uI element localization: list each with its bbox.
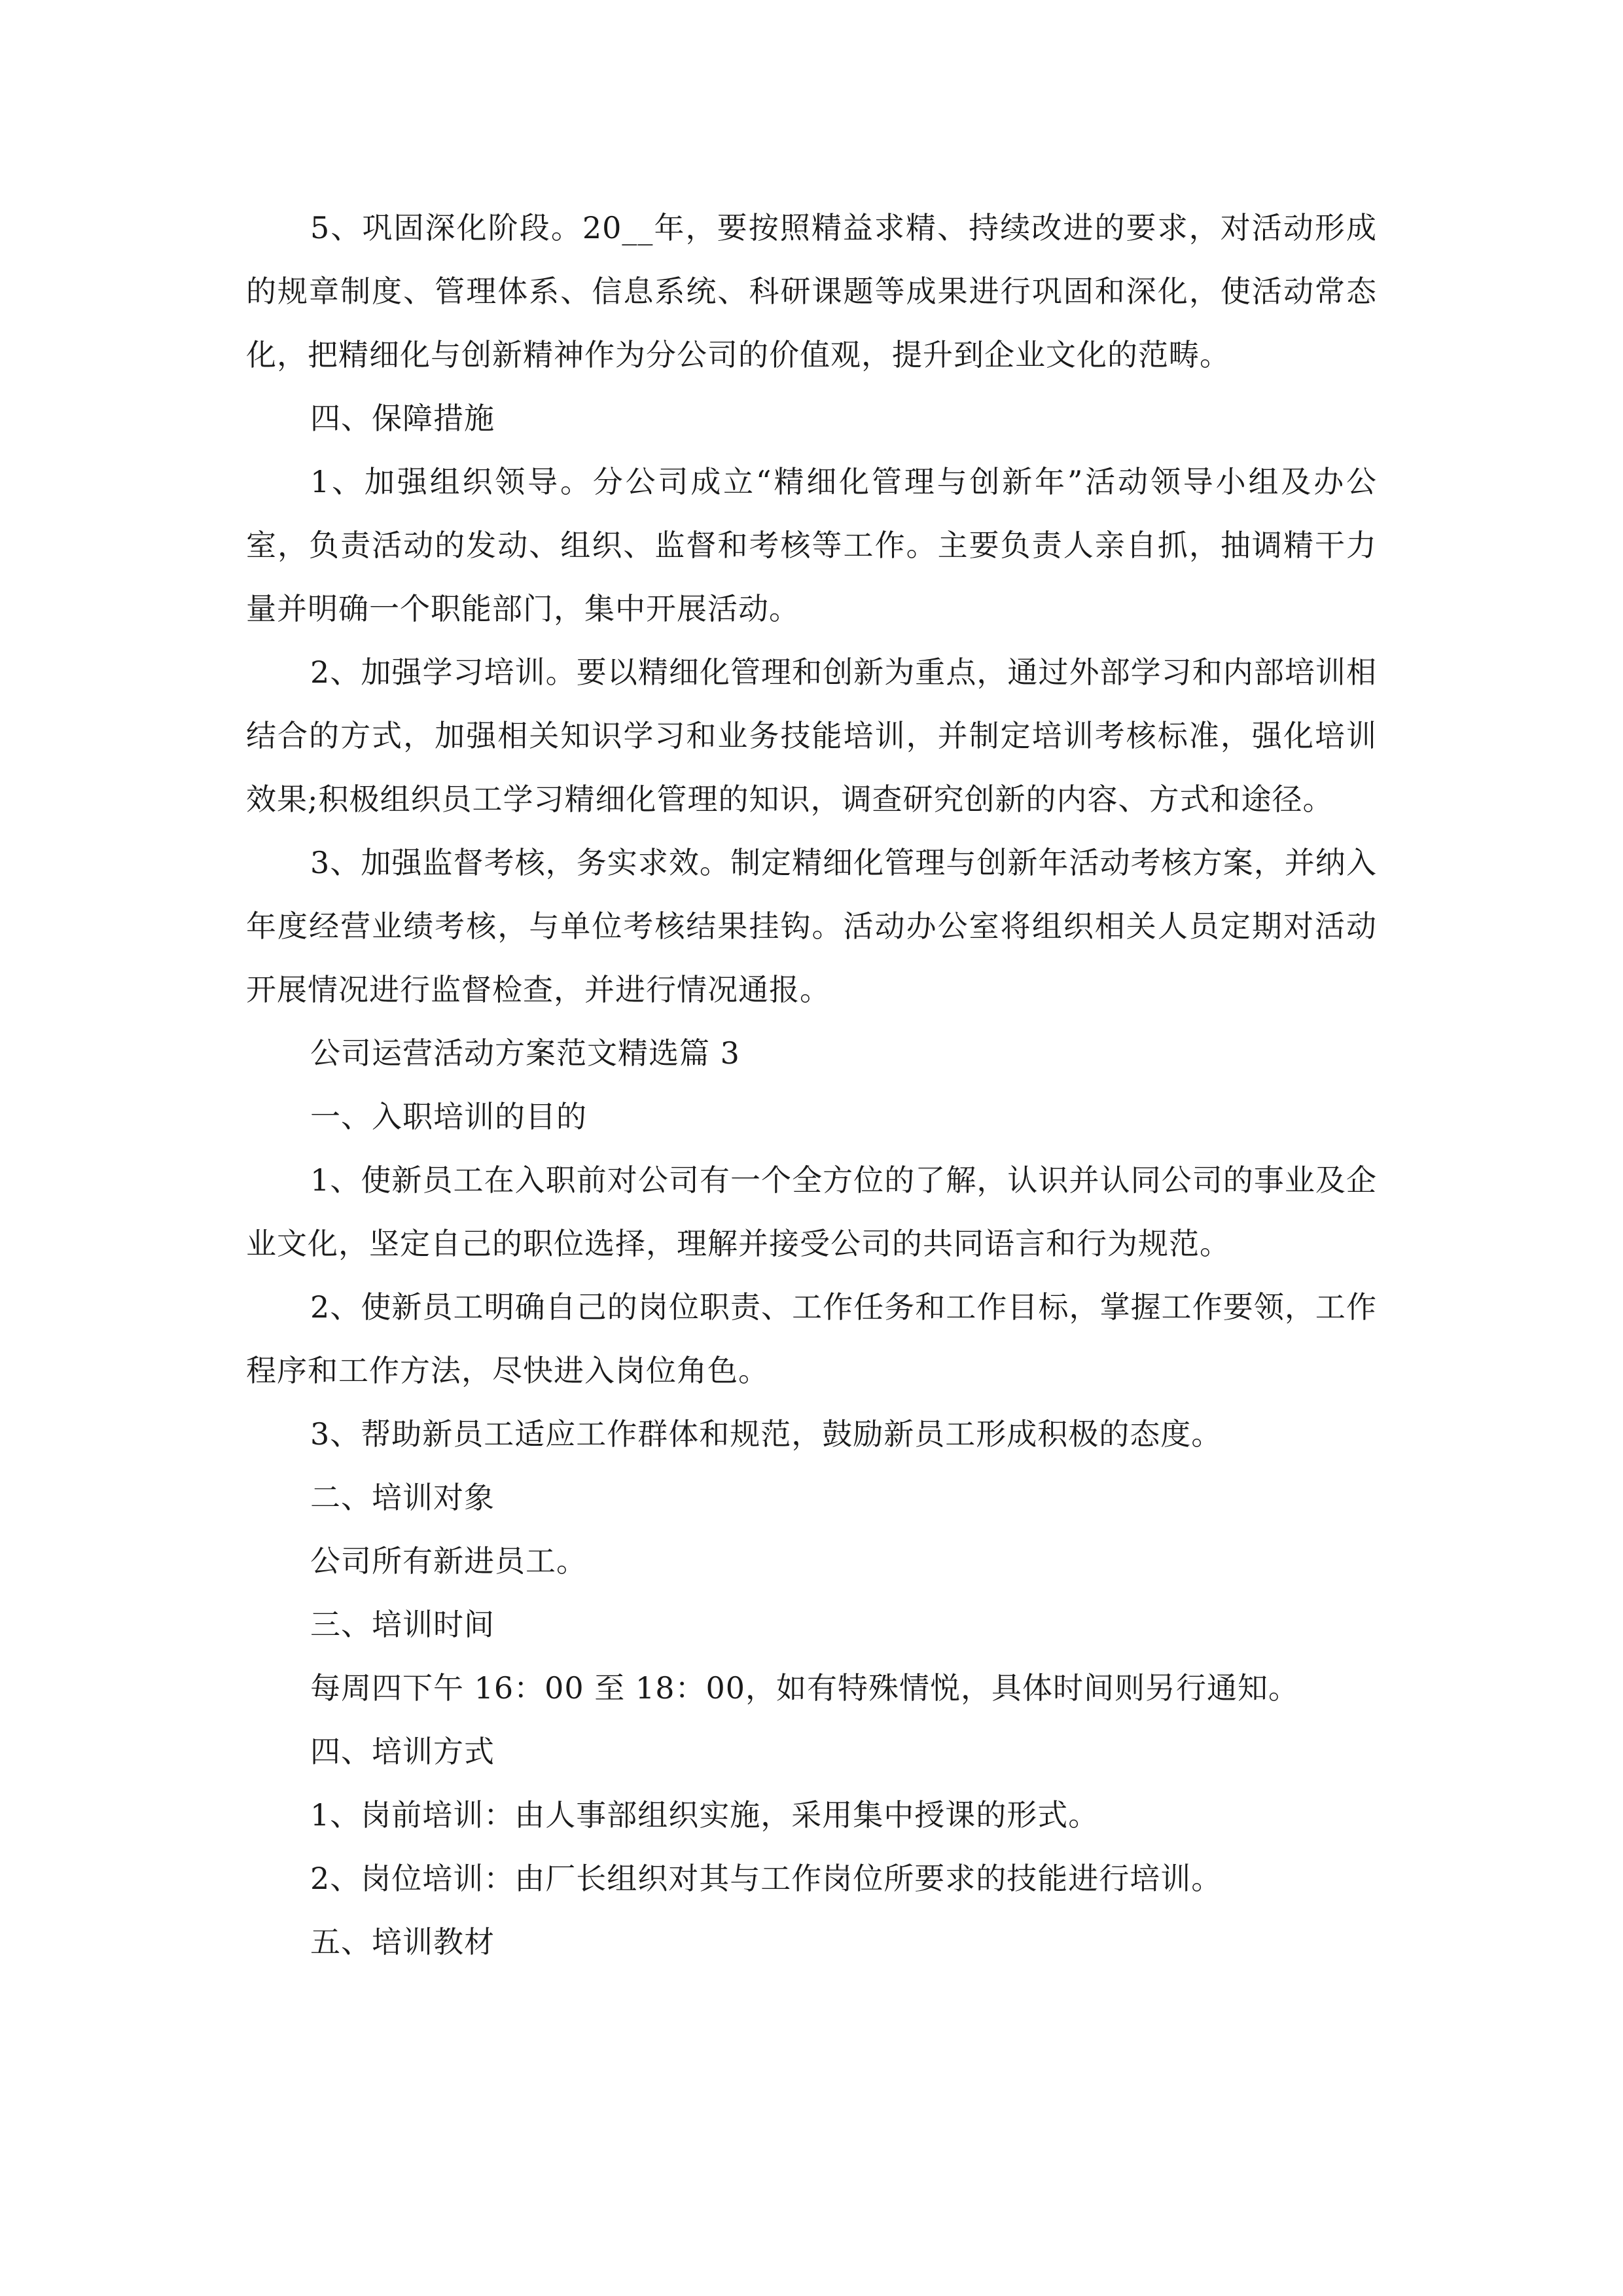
heading-article-3-title: 公司运营活动方案范文精选篇 3 bbox=[310, 1035, 740, 1071]
paragraph-training-target: 公司所有新进员工。 bbox=[310, 1543, 587, 1579]
paragraph-study-training: 2、加强学习培训。要以精细化管理和创新为重点，通过外部学习和内部培训相结合的方式，加强相关知识学习和业务技能培训，并制定培训考核标准，强化培训效果;积极组织员工学习精细化管理的知识，调查研究创新的内容、方式和途径。 bbox=[246, 655, 1377, 817]
paragraph-purpose-1: 1、使新员工在入职前对公司有一个全方位的了解，认识并认同公司的事业及企业文化，坚定自己的职位选择，理解并接受公司的共同语言和行为规范。 bbox=[246, 1162, 1377, 1261]
heading-training-time: 三、培训时间 bbox=[310, 1607, 495, 1642]
paragraph-purpose-2: 2、使新员工明确自己的岗位职责、工作任务和工作目标，掌握工作要领，工作程序和工作方法，尽快进入岗位角色。 bbox=[246, 1289, 1377, 1388]
heading-safeguard-measures: 四、保障措施 bbox=[310, 401, 495, 436]
heading-training-materials: 五、培训教材 bbox=[310, 1924, 495, 1960]
paragraph-supervision-assessment: 3、加强监督考核，务实求效。制定精细化管理与创新年活动考核方案，并纳入年度经营业绩考核，与单位考核结果挂钩。活动办公室将组织相关人员定期对活动开展情况进行监督检查，并进行情况通报。 bbox=[246, 845, 1377, 1007]
heading-training-purpose: 一、入职培训的目的 bbox=[310, 1099, 587, 1134]
paragraph-method-1: 1、岗前培训：由人事部组织实施，采用集中授课的形式。 bbox=[310, 1797, 1099, 1833]
paragraph-method-2: 2、岗位培训：由厂长组织对其与工作岗位所要求的技能进行培训。 bbox=[310, 1861, 1222, 1896]
paragraph-training-time: 每周四下午 16：00 至 18：00，如有特殊情悦，具体时间则另行通知。 bbox=[310, 1670, 1299, 1706]
paragraph-consolidation-stage: 5、巩固深化阶段。20__年，要按照精益求精、持续改进的要求，对活动形成的规章制度、管理体系、信息系统、科研课题等成果进行巩固和深化，使活动常态化，把精细化与创新精神作为分公司的价值观，提升到企业文化的范畴。 bbox=[246, 210, 1377, 372]
paragraph-organization-leadership: 1、加强组织领导。分公司成立“精细化管理与创新年”活动领导小组及办公室，负责活动的发动、组织、监督和考核等工作。主要负责人亲自抓，抽调精干力量并明确一个职能部门，集中开展活动。 bbox=[246, 464, 1377, 626]
heading-training-target: 二、培训对象 bbox=[310, 1480, 495, 1515]
heading-training-method: 四、培训方式 bbox=[310, 1734, 495, 1769]
document-page bbox=[246, 196, 1377, 1974]
paragraph-purpose-3: 3、帮助新员工适应工作群体和规范，鼓励新员工形成积极的态度。 bbox=[310, 1416, 1222, 1452]
